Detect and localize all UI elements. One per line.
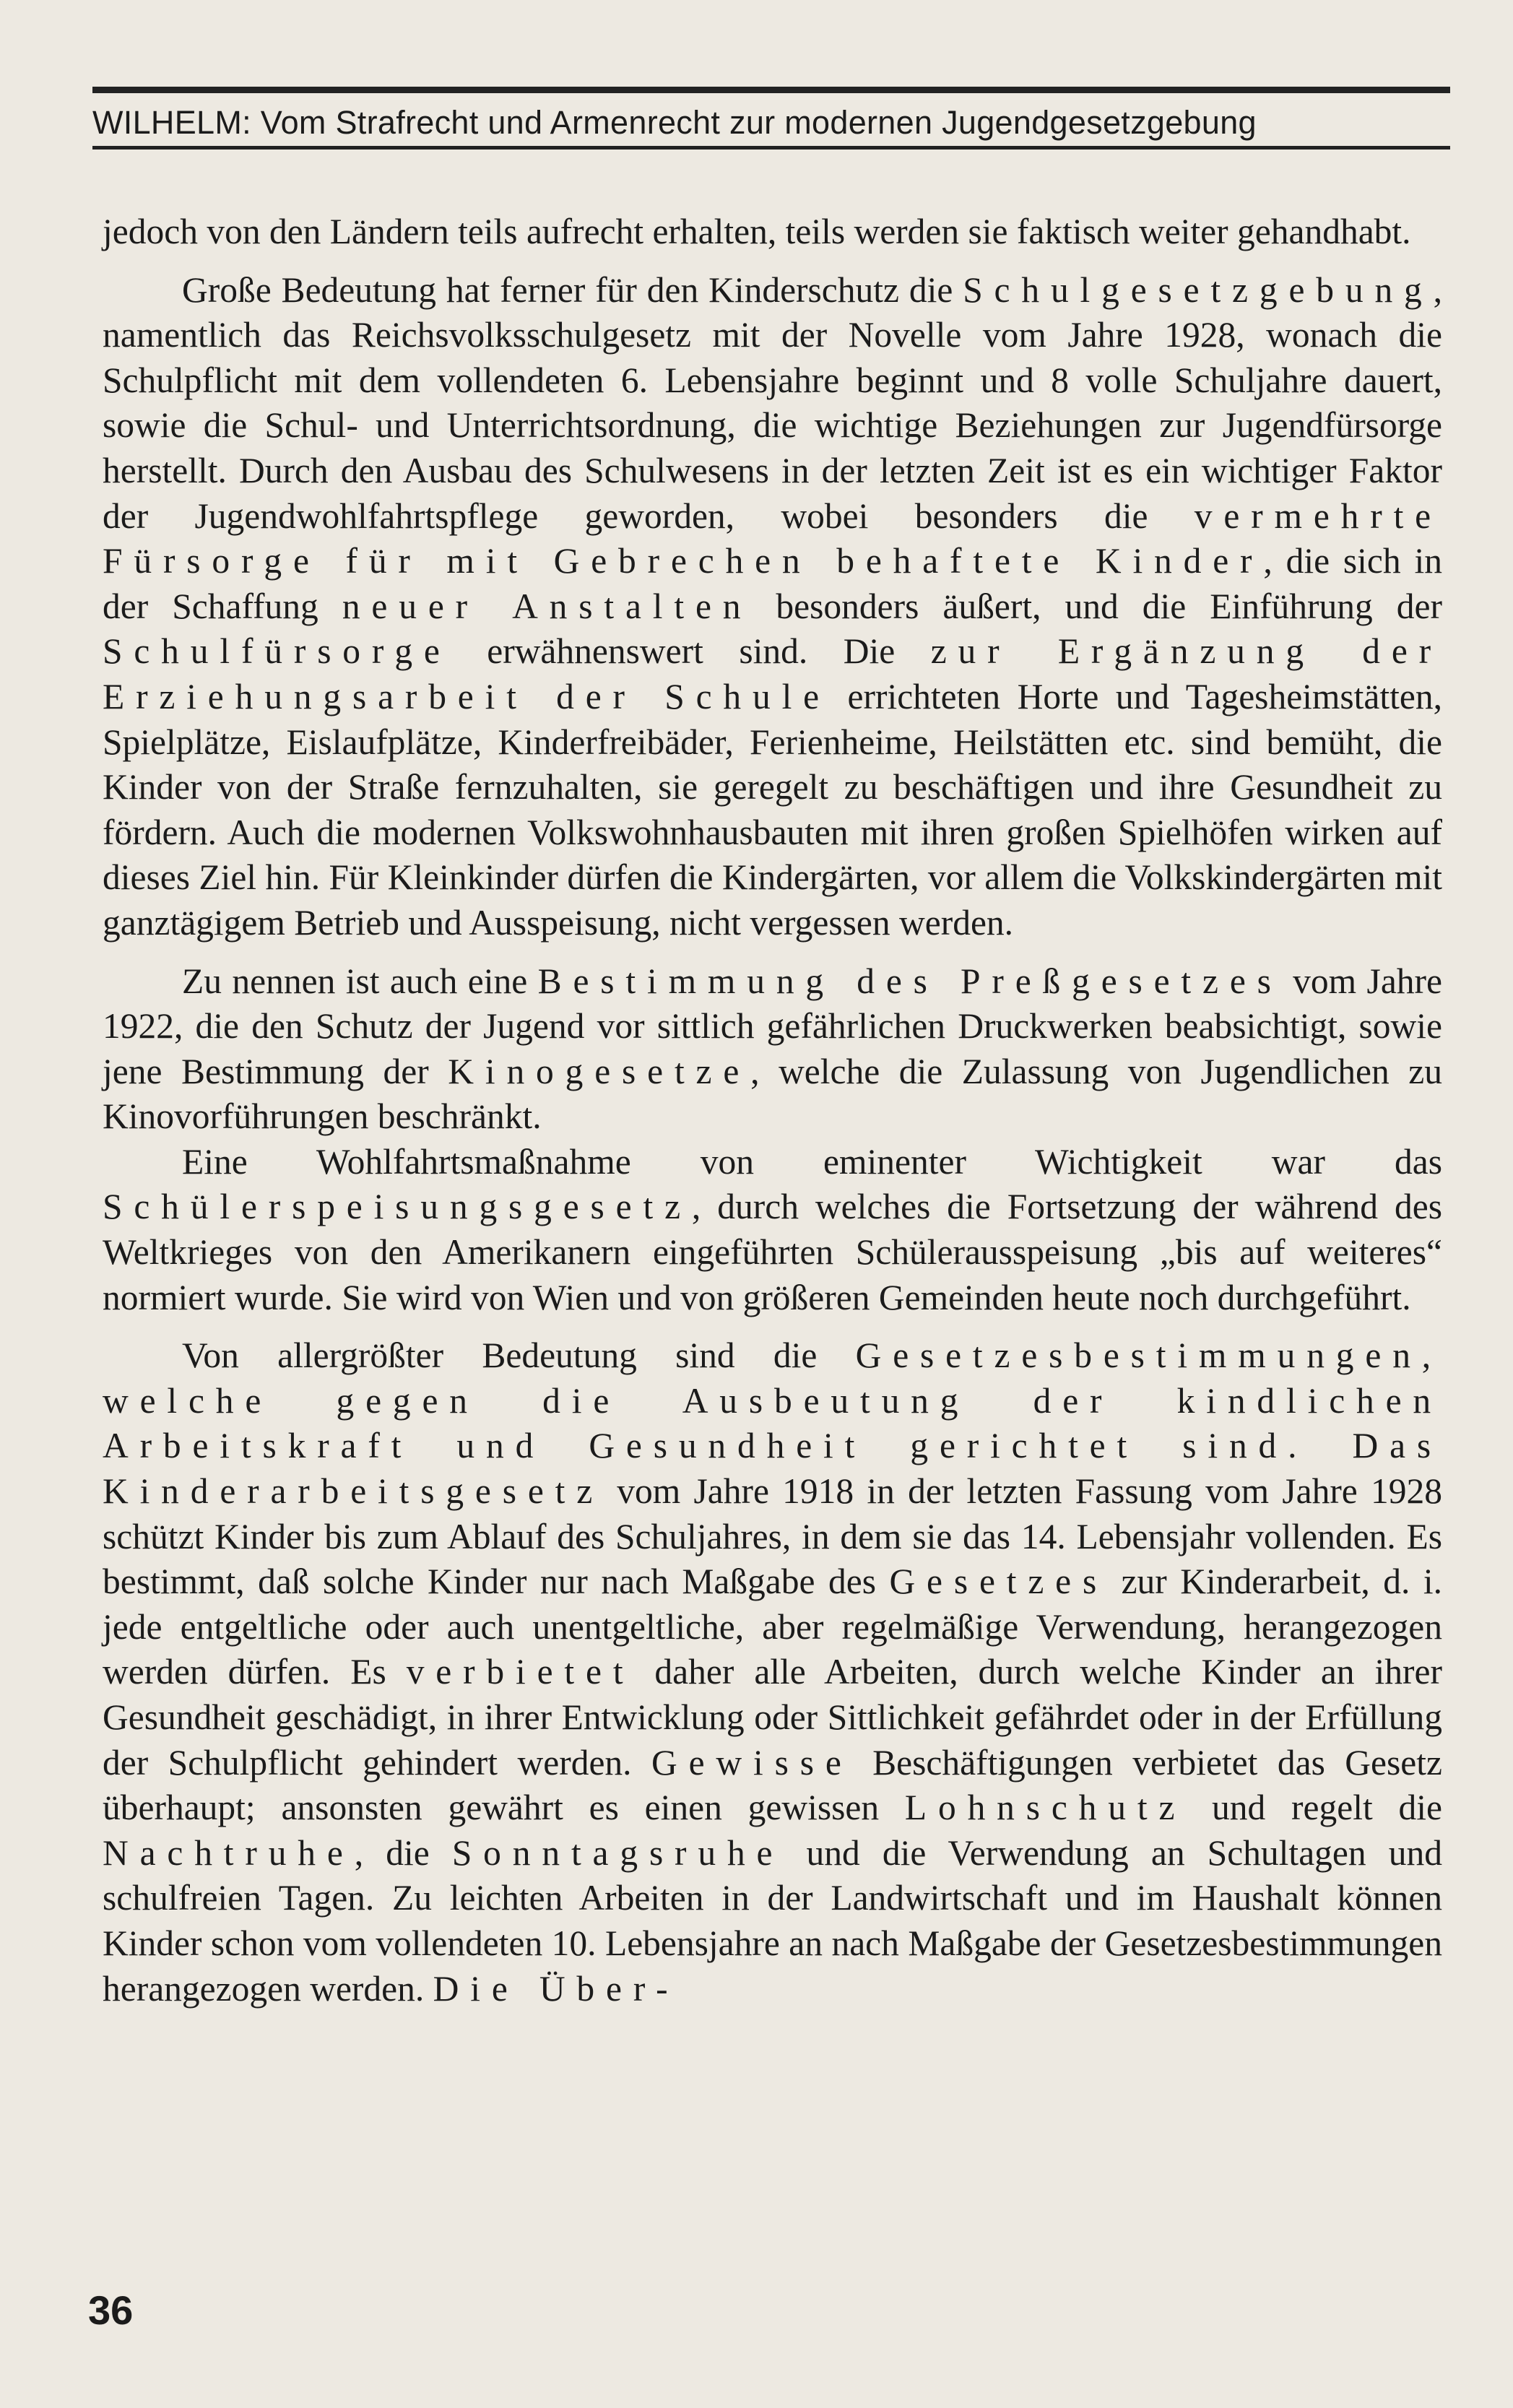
spaced-emphasis-text: vermehrte Fürsorge für mit Gebrechen behaftete Kinder bbox=[103, 495, 1442, 581]
paragraph bbox=[103, 959, 1442, 1140]
spaced-emphasis-text: zur Ergänzung der Erziehungsarbeit der Schule bbox=[103, 631, 1442, 716]
text-run: errichteten Horte und Tagesheimstätten, Spielplätze, Eislaufplätze, Kinderfreibäder, Ferienheime, Heilstätten etc. sind bemüht, die Kinder von der Straße fernzuhalten, sie geregelt zu beschäftigen und ihre Gesundheit zu fördern. Auch die modernen Volkswohnhausbauten mit ihren großen Spielhöfen wirken auf dieses Ziel hin. Für Kleinkinder dürfen die Kindergärten, vor allem die Volkskindergärten mit ganztägigem Betrieb und Ausspeisung, nicht vergessen werden. bbox=[103, 676, 1443, 943]
spaced-emphasis-text: Bestimmung des Preßgesetzes bbox=[537, 961, 1283, 1001]
text-run: Eine Wohlfahrtsmaßnahme von eminenter Wichtigkeit war das bbox=[182, 1141, 1442, 1182]
text-run: , die sich in der Schaffung bbox=[103, 541, 1442, 626]
text-run: und die Verwendung an Schultagen und schulfreien Tagen. Zu leichten Arbeiten in der Landwirtschaft und im Haushalt können Kinder schon vom vollendeten 10. Lebensjahre an nach Maßgabe der Gesetzesbestimmungen herangezogen werden. bbox=[103, 1832, 1442, 2009]
text-run: vom Jahre 1922, die den Schutz der Jugend vor sittlich gefährlichen Druckwerken beabsichtigt, sowie jene Bestimmung der bbox=[103, 961, 1442, 1091]
spaced-emphasis-text: Gewisse bbox=[651, 1742, 853, 1783]
text-run: zur Kinderarbeit, d. i. jede entgeltliche oder auch unentgeltliche, aber regelmäßige Verwendung, herangezogen werden dürfen. Es bbox=[103, 1562, 1442, 1692]
text-run: , namentlich das Reichsvolksschulgesetz mit der Novelle vom Jahre 1928, wonach die Schulpflicht mit dem vollendeten 6. Lebensjahre beginnt und 8 volle Schuljahre dauert, sowie die Schul- und Unterrichtsordnung, die wichtige Beziehungen zur Jugendfürsorge herstellt. Durch den Ausbau des Schulwesens in der letzten Zeit ist es ein wichtiger Faktor der Jugendwohlfahrtspflege geworden, wobei besonders die bbox=[103, 269, 1442, 536]
text-run: Zu nennen ist auch eine bbox=[182, 961, 538, 1001]
spaced-emphasis-text: neuer Anstalten bbox=[342, 586, 753, 626]
spaced-emphasis-text: Schulgesetzgebung bbox=[963, 269, 1434, 310]
spaced-emphasis-text: Schulfürsorge bbox=[103, 631, 451, 672]
spaced-emphasis-text: Lohnschutz bbox=[904, 1788, 1187, 1828]
header-rule-top bbox=[92, 87, 1450, 93]
page-number: 36 bbox=[88, 2287, 134, 2333]
text-run: Von allergrößter Bedeutung sind die bbox=[182, 1335, 856, 1376]
spaced-emphasis-text: Nachtruhe bbox=[103, 1832, 355, 1873]
text-run: besonders äußert, und die Einführung der bbox=[752, 586, 1442, 626]
text-run: vom Jahre 1918 in der letzten Fassung vom Jahre 1928 schützt Kinder bis zum Ablauf des Schuljahres, in dem sie das 14. Lebensjahr vollenden. Es bestimmt, daß solche Kinder nur nach Maßgabe des bbox=[103, 1471, 1442, 1602]
header-rule-bottom bbox=[92, 146, 1450, 150]
spaced-emphasis-text: Kinogesetze bbox=[448, 1051, 751, 1091]
spaced-emphasis-text: Schülerspeisungsgesetz bbox=[103, 1187, 692, 1227]
text-run: erwähnenswert sind. Die bbox=[451, 631, 931, 672]
paragraph bbox=[103, 209, 1442, 255]
text-run: und regelt die bbox=[1186, 1788, 1442, 1828]
spaced-emphasis-text: Gesetzesbestimmungen, welche gegen die Ausbeutung der kindlichen Arbeitskraft und Gesundheit gerichtet sind. Das Kinderarbeitsgesetz bbox=[103, 1335, 1442, 1512]
paragraph bbox=[103, 268, 1442, 946]
text-run: , die bbox=[354, 1832, 452, 1873]
text-run: jedoch von den Ländern teils aufrecht erhalten, teils werden sie faktisch weiter gehandhabt. bbox=[103, 212, 1411, 251]
spaced-emphasis-text: Sonntagsruhe bbox=[451, 1832, 784, 1873]
spaced-emphasis-text: Gesetzes bbox=[889, 1562, 1109, 1602]
spaced-emphasis-text: Die Über- bbox=[433, 1968, 680, 2009]
paragraph bbox=[103, 1333, 1442, 2011]
text-run: Große Bedeutung hat ferner für den Kinderschutz die bbox=[182, 269, 963, 310]
spaced-emphasis-text: verbietet bbox=[406, 1652, 635, 1692]
text-run: , durch welches die Fortsetzung der während des Weltkrieges von den Amerikanern eingeführten Schülerausspeisung „bis auf weiteres“ normiert wurde. Sie wird von Wien und von größeren Gemeinden heute noch durchgeführt. bbox=[103, 1187, 1442, 1317]
text-run: Beschäftigungen verbietet das Gesetz überhaupt; ansonsten gewährt es einen gewissen bbox=[103, 1742, 1442, 1828]
body-text bbox=[103, 209, 1442, 2011]
text-run: daher alle Arbeiten, durch welche Kinder an ihrer Gesundheit geschädigt, in ihrer Entwicklung oder Sittlichkeit gefährdet oder in der Erfüllung der Schulpflicht gehindert werden. bbox=[103, 1652, 1442, 1783]
running-header: WILHELM: Vom Strafrecht und Armenrecht zur modernen Jugendgesetzgebung bbox=[92, 104, 1257, 141]
paragraph bbox=[103, 1140, 1442, 1320]
text-run: , welche die Zulassung von Jugendlichen zu Kinovorführungen beschränkt. bbox=[103, 1051, 1442, 1137]
